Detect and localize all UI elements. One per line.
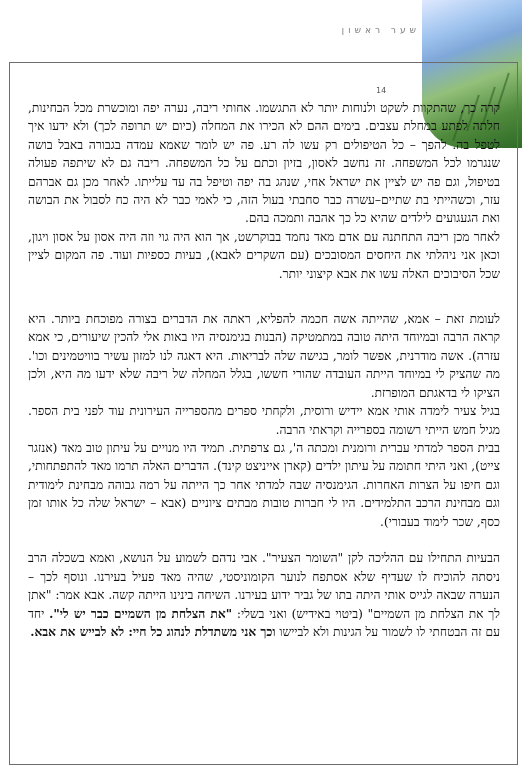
hashomer-text: הבעיות התחילו עם ההליכה לקן "השומר הצעיר". אבי נדהם לשמוע על הנושא, ואמא בשכלה הרב ניסתה להוכיח לו שעדיף שלא אסתפח לנוער הקומוניסטי, שהיה מאד פעיל בעירנו. ונוסף לכך – הנערה שבאה לגייס אותי היתה בתו של גביר ידוע בעירנו. השיחה בינינו הייתה קשה. אבא אמר: "אתן לך את הצלחת מן השמיים" (ביטוי באידיש) ואני בשלי: (28, 551, 500, 621)
quote-bold: "את הצלחת מן השמיים כבר יש לי". (49, 606, 233, 621)
paragraph-riva-marriage: לאחר מכן ריבה התחתנה עם אדם מאד נחמד בבוקרשט, אך הוא היה גוי וזה היה אסון על אסון ויגון, וכאן אני ניהלתי את היחסים המסובכים (עם השקרים לאבא), בעיות כספיות ועוד. פה המקום לציין שכל הסיבוכים האלה עשו את אבא קיצוני יותר. (28, 229, 500, 281)
page-number: 14 (376, 86, 387, 95)
paragraph-school: בבית הספר למדתי עברית ורומנית ומכתה ה', גם צרפתית. תמיד היו מנויים על עיתון טוב מאד (אנזגר צייט), ואני היתי חתומה על עיתון ילדים (קארן אייניצט קינד). הדברים האלה תרמו מאד להתפתחותי, וגם חיפו על הצרות האחרות. הגימנסיה שבה למדתי אחר כך הייתה על רמה גבוהה מבחינת לימודית וגם מבחינת הרכב התלמידים. היו לי חברות טובות מבתים ציוניים (אבא – ישראל שלה כל אותו זמן כסף, שכר לימוד בעבורי). (28, 440, 500, 529)
running-header: שער ראשון (341, 26, 420, 36)
paragraph-riva-illness: קרה כך, שהתקוות לשקט ולנוחות יותר לא התגשמו. אחותי ריבה, נערה יפה ומוכשרת מכל הבחינות, חלתה לפתע במחלת עצבים. בימים ההם לא הכירו את המחלה (כיום יש תרופה לכך) ולא ידעו איך לטפל בה. להפך – כל הטיפולים רק עשו לה רע. פה יש לומר שאמא עמדה בגבורה באבל בושה שנגרמו לכל המשפחה. זה נחשב לאסון, בזיון וכתם על כל המשפחה. ריבה גם לא שיתפה פעולה בטיפול, וגם פה יש לציין את ישראל אחי, שנהג בה יפה וטיפל בה עד עלייתו. לאחר מכן גם אברהם עזר, וכשהייתי בת שתיים–עשרה כבר סחבתי בעול הזה, כי לאמי כבר לא היה כח לסבול את הבושה ואת הגעגועים לילדים שהיא כל כך אהבה ותמכה בהם. (28, 101, 500, 226)
paragraph-mother: לעומת זאת – אמא, שהייתה אשה חכמה להפליא, ראתה את הדברים בצורה מפוכחת ביותר. היא קראה הרבה ובמיוחד היתה טובה במתמטיקה (הבנות בגימנסיה היו באות אלי להכין שיעורים, כי אמא עזרה). אשה מודרנית, אפשר לומר, בגישה שלה לבריאות. היא דאגה לנו למזון עשיר בוויטמינים וכו'. מה שהציק לי במיוחד הייתה העובדה שהורי חששו, בגלל המחלה של ריבה שלא ידעו מה היא, ולכן הציקו לי בדאגתם המופרזת. (28, 312, 500, 400)
body-text (28, 99, 500, 641)
after-quote-text: יחד עם זה הבטחתי לו לשמור על הגינות ולא לביישו (28, 606, 500, 639)
paragraph-hashomer (28, 549, 500, 641)
promise-bold: וכך אני משתדלת לנהוג כל חיי: לא לבייש את אבא. (30, 624, 276, 639)
paragraph-languages: בגיל צעיר לימדה אותי אמא יידיש ורוסית, ולקחתי ספרים מהספרייה העירונית עוד לפני בית הספר. מגיל חמש הייתי רשומה בספרייה וקראתי הרבה. (28, 404, 500, 437)
